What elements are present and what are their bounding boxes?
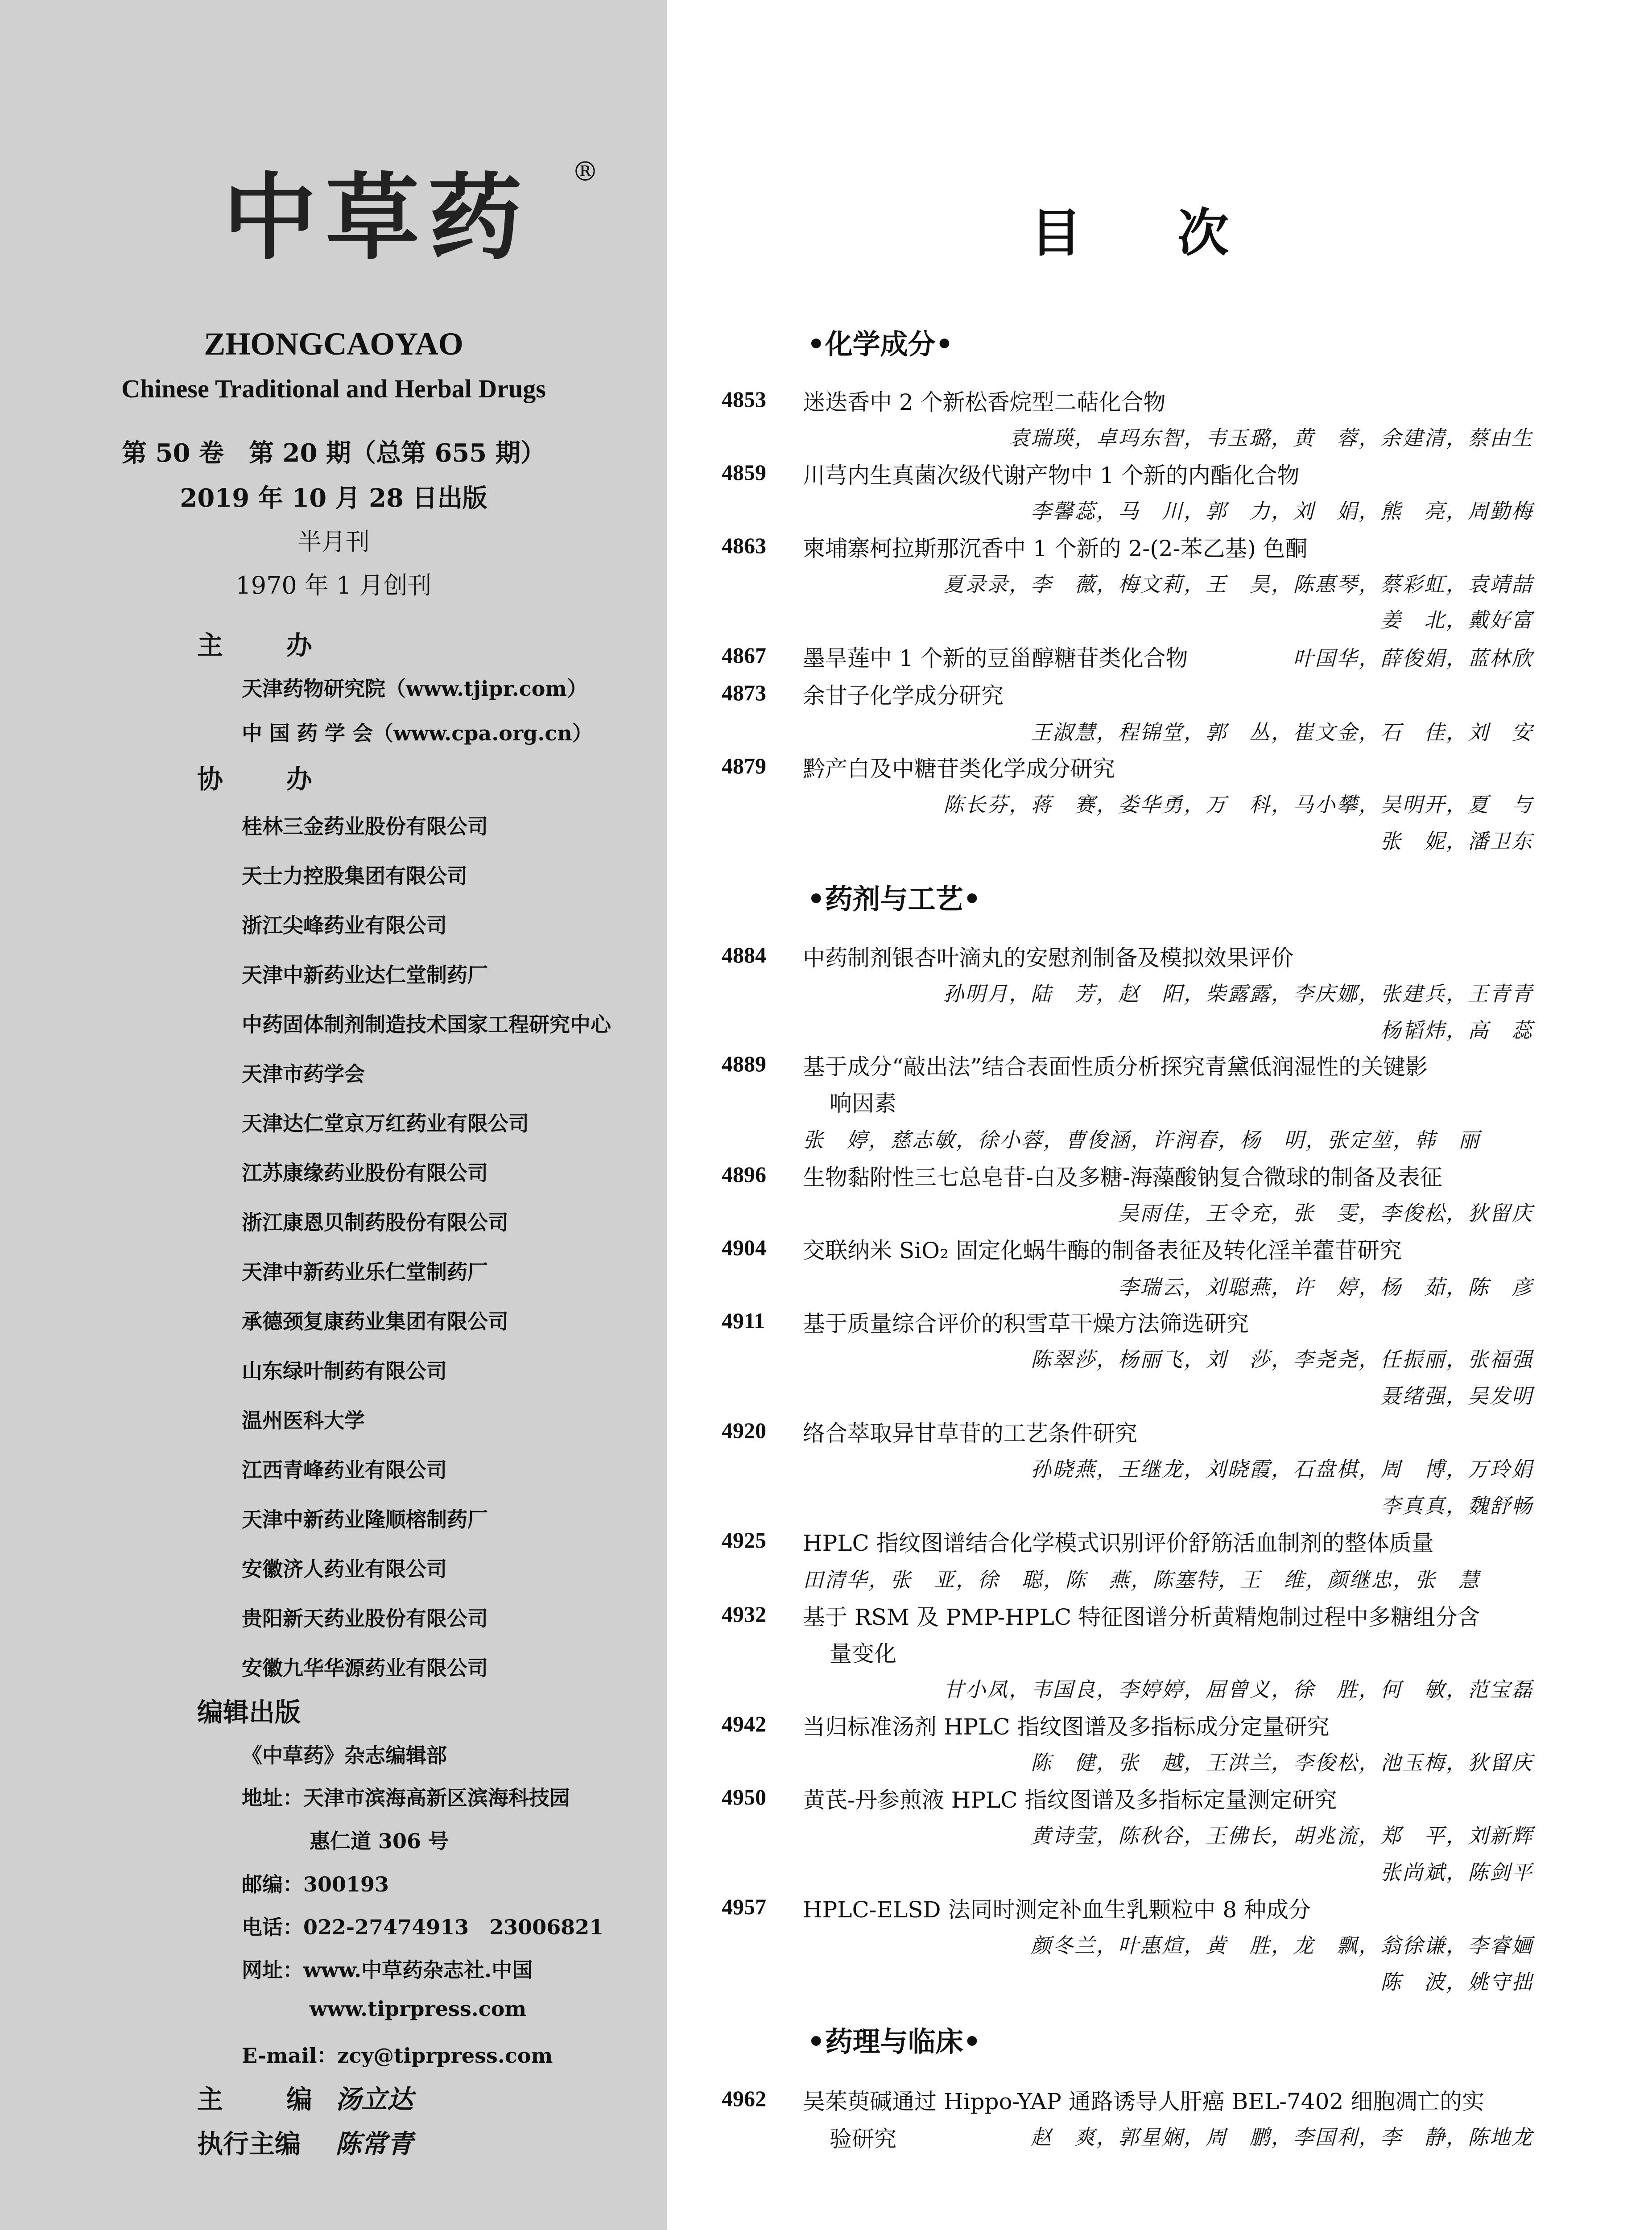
article-title-continued[interactable]: 验研究 <box>830 2126 896 2152</box>
article-title[interactable]: 柬埔寨柯拉斯那沉香中 1 个新的 2-(2-苯乙基) 色酮 <box>803 536 1308 562</box>
article-title[interactable]: 当归标准汤剂 HPLC 指纹图谱及多指标成分定量研究 <box>803 1714 1330 1740</box>
publication-frequency: 半月刊 <box>297 528 370 556</box>
article-page[interactable]: 4911 <box>722 1308 765 1333</box>
publisher-line: 地址：天津市滨海高新区滨海科技园 <box>242 1786 570 1810</box>
article-authors: 张 婷，慈志敏，徐小蓉，曹俊涵，许润春，杨 明，张定堃，韩 丽 <box>803 1128 1480 1152</box>
sponsor-label-2: 办 <box>286 630 313 661</box>
article-title[interactable]: 中药制剂银杏叶滴丸的安慰剂制备及模拟效果评价 <box>803 945 1293 971</box>
article-authors: 杨韬炜，高 蕊 <box>1380 1018 1533 1042</box>
article-authors: 颜冬兰，叶惠煊，黄 胜，龙 飘，翁徐谦，李睿婳 <box>1031 1933 1533 1957</box>
article-authors: 赵 爽，郭星娴，周 鹏，李国利，李 静，陈地龙 <box>1031 2125 1533 2149</box>
co-sponsor-org: 江西青峰药业有限公司 <box>242 1458 447 1482</box>
article-authors: 孙晓燕，王继龙，刘晓霞，石盘棋，周 博，万玲娟 <box>1031 1457 1533 1481</box>
co-sponsor-org: 桂林三金药业股份有限公司 <box>242 814 488 838</box>
article-authors: 姜 北，戴好富 <box>1380 608 1533 632</box>
article-authors: 李馨蕊，马 川，郭 力，刘 娟，熊 亮，周勤梅 <box>1031 499 1533 523</box>
article-authors: 陈翠莎，杨丽飞，刘 莎，李尧尧，任振丽，张福强 <box>1031 1347 1533 1371</box>
article-authors: 甘小凤，韦国良，李婷婷，屈曾义，徐 胜，何 敏，范宝磊 <box>943 1677 1533 1701</box>
article-page[interactable]: 4896 <box>722 1162 766 1187</box>
article-page[interactable]: 4925 <box>722 1528 766 1553</box>
editor-name: 汤立达 <box>335 2084 413 2114</box>
article-page[interactable]: 4932 <box>722 1602 766 1627</box>
toc-title-char-1: 目 <box>1030 203 1082 263</box>
article-authors: 王淑慧，程锦堂，郭 丛，崔文金，石 佳，刘 安 <box>1031 720 1533 744</box>
section-heading: •药理与临床• <box>807 2025 981 2058</box>
article-title[interactable]: 迷迭香中 2 个新松香烷型二萜化合物 <box>803 389 1166 415</box>
publish-date: 2019 年 10 月 28 日出版 <box>180 483 487 513</box>
sponsor-label-1: 主 <box>197 630 223 661</box>
article-title[interactable]: 络合萃取异甘草苷的工艺条件研究 <box>803 1421 1137 1446</box>
article-title[interactable]: HPLC 指纹图谱结合化学模式识别评价舒筋活血制剂的整体质量 <box>803 1530 1434 1556</box>
article-page[interactable]: 4950 <box>722 1784 766 1809</box>
article-title-continued[interactable]: 响因素 <box>830 1090 896 1116</box>
article-title[interactable]: 基于质量综合评价的积雪草干燥方法筛选研究 <box>803 1311 1249 1337</box>
section-heading: •化学成分• <box>807 328 954 360</box>
co-sponsor-org: 温州医科大学 <box>242 1408 365 1433</box>
article-title[interactable]: 余甘子化学成分研究 <box>803 683 1004 709</box>
journal-name-english: Chinese Traditional and Herbal Drugs <box>121 374 546 403</box>
article-page[interactable]: 4863 <box>722 533 766 558</box>
article-page[interactable]: 4942 <box>722 1711 766 1736</box>
publisher-line: 邮编：300193 <box>242 1872 389 1896</box>
article-page[interactable]: 4920 <box>722 1418 766 1443</box>
publisher-heading: 编辑出版 <box>197 1697 301 1727</box>
co-sponsor-org: 安徽济人药业有限公司 <box>242 1557 447 1581</box>
article-authors: 吴雨佳，王令充，张 雯，李俊松，狄留庆 <box>1118 1201 1533 1225</box>
co-sponsor-org: 天津市药学会 <box>242 1062 365 1086</box>
article-page[interactable]: 4884 <box>722 942 766 967</box>
article-authors: 孙明月，陆 芳，赵 阳，柴露露，李庆娜，张建兵，王青青 <box>943 982 1533 1006</box>
article-authors: 叶国华，薛俊娟，蓝林欣 <box>1293 646 1533 670</box>
article-authors: 张 妮，潘卫东 <box>1380 829 1533 853</box>
article-authors: 李瑞云，刘聪燕，许 婷，杨 茹，陈 彦 <box>1118 1275 1533 1299</box>
publisher-line: 网址：www.中草药杂志社.中国 <box>242 1958 533 1982</box>
article-title[interactable]: 黔产白及中糖苷类化学成分研究 <box>803 756 1115 782</box>
registered-mark: ® <box>572 156 599 187</box>
article-title[interactable]: HPLC-ELSD 法同时测定补血生乳颗粒中 8 种成分 <box>803 1897 1311 1923</box>
article-page[interactable]: 4859 <box>722 460 766 485</box>
article-authors: 黄诗莹，陈秋谷，王佛长，胡兆流，郑 平，刘新辉 <box>1031 1824 1533 1848</box>
co-sponsor-label-1: 协 <box>197 764 223 794</box>
toc-title-char-2: 次 <box>1177 203 1229 263</box>
co-sponsor-org: 承德颈复康药业集团有限公司 <box>242 1309 508 1334</box>
co-sponsor-org: 中药固体制剂制造技术国家工程研究中心 <box>242 1012 611 1037</box>
co-sponsor-org: 天士力控股集团有限公司 <box>242 864 467 888</box>
journal-name-pinyin: ZHONGCAOYAO <box>204 326 463 362</box>
article-authors: 袁瑞瑛，卓玛东智，韦玉璐，黄 蓉，余建清，蔡由生 <box>1009 426 1533 450</box>
article-page[interactable]: 4879 <box>722 753 766 778</box>
co-sponsor-org: 浙江康恩贝制药股份有限公司 <box>242 1210 508 1235</box>
article-title-continued[interactable]: 量变化 <box>830 1641 896 1667</box>
co-sponsor-org: 贵阳新天药业股份有限公司 <box>242 1606 488 1631</box>
executive-editor-name: 陈常青 <box>335 2129 413 2159</box>
article-authors: 陈长芬，蒋 赛，娄华勇，万 科，马小攀，吴明开，夏 与 <box>943 793 1533 817</box>
article-authors: 陈 健，张 越，王洪兰，李俊松，池玉梅，狄留庆 <box>1031 1751 1533 1775</box>
publisher-line: www.tiprpress.com <box>310 1997 527 2021</box>
volume-issue: 第 50 卷 第 20 期（总第 655 期） <box>122 438 545 468</box>
co-sponsor-org: 山东绿叶制药有限公司 <box>242 1359 447 1383</box>
article-page[interactable]: 4957 <box>722 1894 766 1919</box>
article-authors: 田清华，张 亚，徐 聪，陈 燕，陈塞特，王 维，颜继忠，张 慧 <box>803 1568 1480 1592</box>
co-sponsor-org: 安徽九华华源药业有限公司 <box>242 1656 488 1680</box>
article-title[interactable]: 黄芪-丹参煎液 HPLC 指纹图谱及多指标定量测定研究 <box>803 1787 1337 1813</box>
article-page[interactable]: 4889 <box>722 1051 766 1076</box>
article-authors: 夏录录，李 薇，梅文莉，王 昊，陈惠琴，蔡彩虹，袁靖喆 <box>943 572 1533 596</box>
publisher-line: 电话：022-27474913 23006821 <box>242 1915 604 1939</box>
article-authors: 张尚斌，陈剑平 <box>1380 1860 1533 1884</box>
article-page[interactable]: 4853 <box>722 387 766 412</box>
co-sponsor-label-2: 办 <box>286 764 313 794</box>
publisher-line: 惠仁道 306 号 <box>310 1829 449 1853</box>
article-page[interactable]: 4962 <box>722 2086 766 2111</box>
sponsor-org: 天津药物研究院（www.tjipr.com） <box>242 677 588 701</box>
co-sponsor-org: 江苏康缘药业股份有限公司 <box>242 1161 488 1185</box>
publisher-line: E-mail：zcy@tiprpress.com <box>242 2044 553 2068</box>
article-title[interactable]: 交联纳米 SiO₂ 固定化蜗牛酶的制备表征及转化淫羊藿苷研究 <box>803 1238 1402 1264</box>
article-title[interactable]: 基于成分“敲出法”结合表面性质分析探究青黛低润湿性的关键影 <box>803 1054 1428 1080</box>
article-authors: 陈 波，姚守拙 <box>1380 1970 1533 1994</box>
founded-date: 1970 年 1 月创刊 <box>235 571 432 599</box>
section-heading: •药剂与工艺• <box>807 883 981 915</box>
co-sponsor-org: 天津中新药业乐仁堂制药厂 <box>242 1260 488 1284</box>
sponsor-org: 中 国 药 学 会（www.cpa.org.cn） <box>242 721 593 745</box>
co-sponsor-org: 天津达仁堂京万红药业有限公司 <box>242 1111 529 1136</box>
left-info-column <box>0 0 667 2230</box>
article-title[interactable]: 川芎内生真菌次级代谢产物中 1 个新的内酯化合物 <box>803 463 1300 488</box>
article-authors: 李真真，魏舒畅 <box>1380 1494 1533 1518</box>
article-title[interactable]: 墨旱莲中 1 个新的豆甾醇糖苷类化合物 <box>803 645 1188 671</box>
publisher-line: 《中草药》杂志编辑部 <box>242 1743 447 1767</box>
article-page[interactable]: 4904 <box>722 1235 766 1260</box>
co-sponsor-org: 天津中新药业隆顺榕制药厂 <box>242 1507 488 1532</box>
editor-label-1: 主 <box>197 2084 223 2114</box>
journal-logo: 中草药 <box>223 162 531 273</box>
co-sponsor-org: 天津中新药业达仁堂制药厂 <box>242 963 488 987</box>
co-sponsor-org: 浙江尖峰药业有限公司 <box>242 913 447 937</box>
editor-label-2: 编 <box>286 2084 313 2114</box>
article-authors: 聂绪强，吴发明 <box>1380 1384 1533 1408</box>
article-title[interactable]: 生物黏附性三七总皂苷-白及多糖-海藻酸钠复合微球的制备及表征 <box>803 1165 1442 1190</box>
article-page[interactable]: 4873 <box>722 680 766 705</box>
article-page[interactable]: 4867 <box>722 643 766 668</box>
executive-editor-label: 执行主编 <box>197 2129 301 2159</box>
article-title[interactable]: 基于 RSM 及 PMP-HPLC 特征图谱分析黄精炮制过程中多糖组分含 <box>803 1604 1480 1630</box>
article-title[interactable]: 吴茱萸碱通过 Hippo-YAP 通路诱导人肝癌 BEL-7402 细胞凋亡的实 <box>803 2089 1485 2114</box>
